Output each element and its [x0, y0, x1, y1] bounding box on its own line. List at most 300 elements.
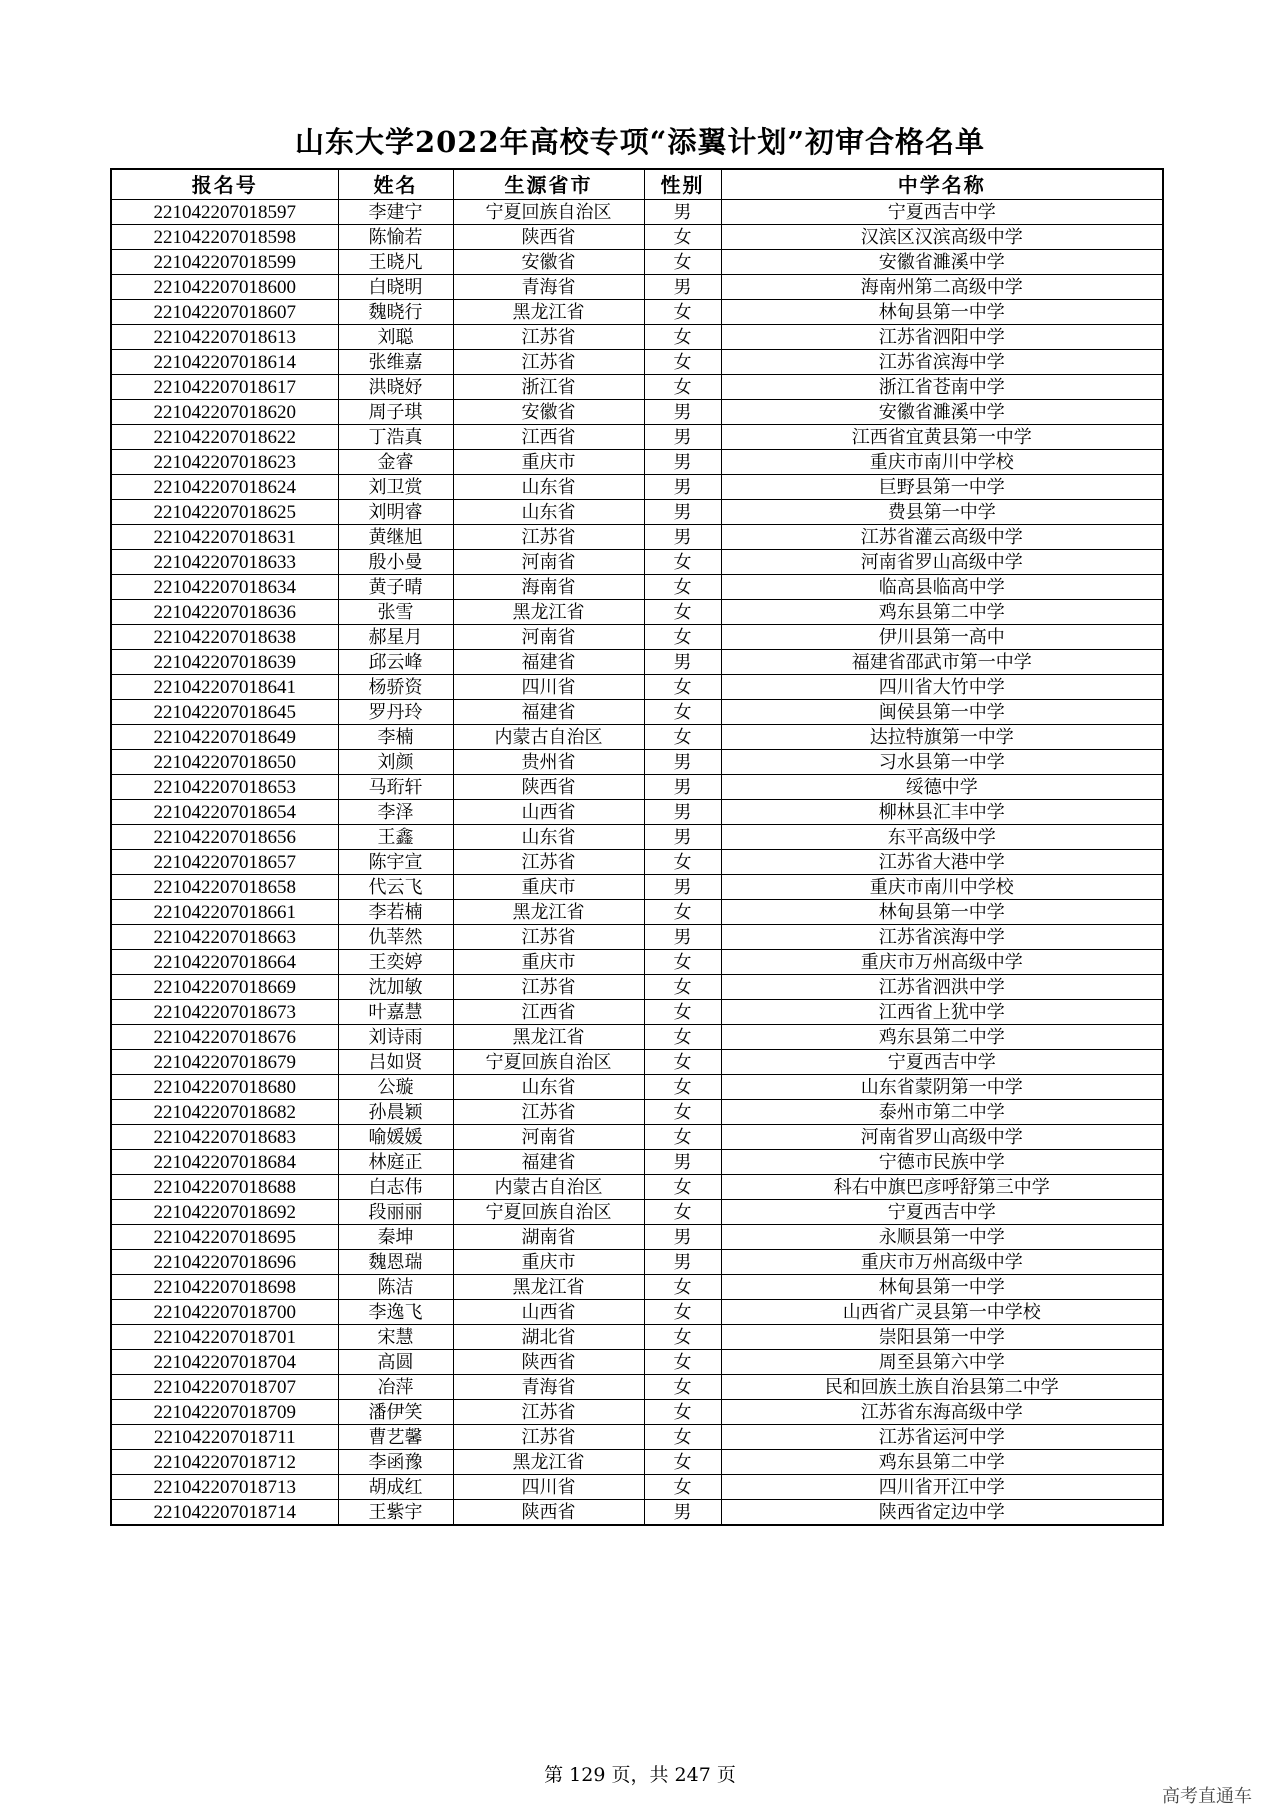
source-province-cell: 海南省 — [453, 575, 644, 600]
source-province-cell: 贵州省 — [453, 750, 644, 775]
table-row — [111, 650, 1163, 675]
registration-number-cell: 221042207018692 — [111, 1200, 338, 1225]
table-row — [111, 450, 1163, 475]
table-row — [111, 225, 1163, 250]
table-row — [111, 1375, 1163, 1400]
gender-cell: 男 — [644, 1225, 721, 1250]
name-cell: 郝星月 — [338, 625, 453, 650]
candidate-table — [110, 168, 1164, 1526]
school-name-cell: 四川省大竹中学 — [721, 675, 1163, 700]
registration-number-cell: 221042207018682 — [111, 1100, 338, 1125]
header-name: 姓名 — [338, 169, 453, 200]
source-province-cell: 内蒙古自治区 — [453, 1175, 644, 1200]
school-name-cell: 浙江省苍南中学 — [721, 375, 1163, 400]
name-cell: 王紫宇 — [338, 1500, 453, 1526]
header-registration-number: 报名号 — [111, 169, 338, 200]
header-source-province: 生源省市 — [453, 169, 644, 200]
registration-number-cell: 221042207018599 — [111, 250, 338, 275]
gender-cell: 女 — [644, 325, 721, 350]
registration-number-cell: 221042207018698 — [111, 1275, 338, 1300]
table-row — [111, 350, 1163, 375]
table-row — [111, 475, 1163, 500]
table-row — [111, 1325, 1163, 1350]
name-cell: 金睿 — [338, 450, 453, 475]
table-row — [111, 1225, 1163, 1250]
table-row — [111, 600, 1163, 625]
name-cell: 代云飞 — [338, 875, 453, 900]
school-name-cell: 陕西省定边中学 — [721, 1500, 1163, 1526]
name-cell: 刘明睿 — [338, 500, 453, 525]
table-row — [111, 275, 1163, 300]
school-name-cell: 安徽省濉溪中学 — [721, 400, 1163, 425]
table-row — [111, 1000, 1163, 1025]
table-row — [111, 1500, 1163, 1526]
registration-number-cell: 221042207018624 — [111, 475, 338, 500]
name-cell: 丁浩真 — [338, 425, 453, 450]
gender-cell: 男 — [644, 475, 721, 500]
name-cell: 公璇 — [338, 1075, 453, 1100]
school-name-cell: 崇阳县第一中学 — [721, 1325, 1163, 1350]
school-name-cell: 东平高级中学 — [721, 825, 1163, 850]
gender-cell: 男 — [644, 1500, 721, 1526]
table-row — [111, 975, 1163, 1000]
table-row — [111, 1150, 1163, 1175]
name-cell: 宋慧 — [338, 1325, 453, 1350]
school-name-cell: 鸡东县第二中学 — [721, 1025, 1163, 1050]
registration-number-cell: 221042207018684 — [111, 1150, 338, 1175]
name-cell: 刘聪 — [338, 325, 453, 350]
gender-cell: 男 — [644, 425, 721, 450]
source-province-cell: 青海省 — [453, 275, 644, 300]
gender-cell: 女 — [644, 1050, 721, 1075]
gender-cell: 女 — [644, 550, 721, 575]
registration-number-cell: 221042207018695 — [111, 1225, 338, 1250]
name-cell: 李若楠 — [338, 900, 453, 925]
name-cell: 罗丹玲 — [338, 700, 453, 725]
header-school-name: 中学名称 — [721, 169, 1163, 200]
source-province-cell: 黑龙江省 — [453, 300, 644, 325]
source-province-cell: 安徽省 — [453, 250, 644, 275]
name-cell: 王晓凡 — [338, 250, 453, 275]
table-row — [111, 525, 1163, 550]
registration-number-cell: 221042207018633 — [111, 550, 338, 575]
gender-cell: 女 — [644, 675, 721, 700]
source-province-cell: 安徽省 — [453, 400, 644, 425]
table-row — [111, 500, 1163, 525]
registration-number-cell: 221042207018673 — [111, 1000, 338, 1025]
school-name-cell: 闽侯县第一中学 — [721, 700, 1163, 725]
registration-number-cell: 221042207018707 — [111, 1375, 338, 1400]
table-row — [111, 1100, 1163, 1125]
source-province-cell: 宁夏回族自治区 — [453, 200, 644, 225]
school-name-cell: 河南省罗山高级中学 — [721, 550, 1163, 575]
name-cell: 魏恩瑞 — [338, 1250, 453, 1275]
gender-cell: 男 — [644, 800, 721, 825]
table-row — [111, 1075, 1163, 1100]
gender-cell: 男 — [644, 875, 721, 900]
gender-cell: 男 — [644, 750, 721, 775]
registration-number-cell: 221042207018657 — [111, 850, 338, 875]
table-row — [111, 625, 1163, 650]
source-province-cell: 江西省 — [453, 1000, 644, 1025]
gender-cell: 女 — [644, 1450, 721, 1475]
source-province-cell: 内蒙古自治区 — [453, 725, 644, 750]
registration-number-cell: 221042207018638 — [111, 625, 338, 650]
registration-number-cell: 221042207018714 — [111, 1500, 338, 1526]
school-name-cell: 江苏省运河中学 — [721, 1425, 1163, 1450]
gender-cell: 女 — [644, 900, 721, 925]
name-cell: 沈加敏 — [338, 975, 453, 1000]
watermark-text: 高考直通车 — [1162, 1786, 1252, 1807]
gender-cell: 女 — [644, 1200, 721, 1225]
registration-number-cell: 221042207018658 — [111, 875, 338, 900]
registration-number-cell: 221042207018696 — [111, 1250, 338, 1275]
table-row — [111, 1475, 1163, 1500]
table-row — [111, 925, 1163, 950]
gender-cell: 女 — [644, 375, 721, 400]
school-name-cell: 巨野县第一中学 — [721, 475, 1163, 500]
school-name-cell: 重庆市万州高级中学 — [721, 950, 1163, 975]
source-province-cell: 青海省 — [453, 1375, 644, 1400]
header-gender: 性别 — [644, 169, 721, 200]
source-province-cell: 山东省 — [453, 475, 644, 500]
gender-cell: 男 — [644, 275, 721, 300]
name-cell: 魏晓行 — [338, 300, 453, 325]
source-province-cell: 江苏省 — [453, 325, 644, 350]
school-name-cell: 重庆市南川中学校 — [721, 875, 1163, 900]
source-province-cell: 江苏省 — [453, 1425, 644, 1450]
source-province-cell: 陕西省 — [453, 1500, 644, 1526]
registration-number-cell: 221042207018614 — [111, 350, 338, 375]
school-name-cell: 重庆市南川中学校 — [721, 450, 1163, 475]
name-cell: 陈宇宣 — [338, 850, 453, 875]
source-province-cell: 重庆市 — [453, 950, 644, 975]
school-name-cell: 江苏省滨海中学 — [721, 925, 1163, 950]
source-province-cell: 陕西省 — [453, 225, 644, 250]
name-cell: 林庭正 — [338, 1150, 453, 1175]
page-number-footer: 第 129 页，共 247 页 — [544, 1764, 736, 1786]
school-name-cell: 林甸县第一中学 — [721, 1275, 1163, 1300]
table-row — [111, 200, 1163, 225]
registration-number-cell: 221042207018600 — [111, 275, 338, 300]
registration-number-cell: 221042207018631 — [111, 525, 338, 550]
table-header-row — [111, 169, 1163, 200]
school-name-cell: 临高县临高中学 — [721, 575, 1163, 600]
gender-cell: 女 — [644, 300, 721, 325]
gender-cell: 女 — [644, 1175, 721, 1200]
name-cell: 邱云峰 — [338, 650, 453, 675]
gender-cell: 女 — [644, 975, 721, 1000]
gender-cell: 女 — [644, 1325, 721, 1350]
registration-number-cell: 221042207018639 — [111, 650, 338, 675]
table-row — [111, 1250, 1163, 1275]
gender-cell: 男 — [644, 775, 721, 800]
source-province-cell: 黑龙江省 — [453, 1025, 644, 1050]
registration-number-cell: 221042207018688 — [111, 1175, 338, 1200]
school-name-cell: 江苏省滨海中学 — [721, 350, 1163, 375]
table-row — [111, 675, 1163, 700]
registration-number-cell: 221042207018649 — [111, 725, 338, 750]
table-row — [111, 700, 1163, 725]
source-province-cell: 福建省 — [453, 650, 644, 675]
table-row — [111, 950, 1163, 975]
source-province-cell: 河南省 — [453, 1125, 644, 1150]
table-row — [111, 1400, 1163, 1425]
table-row — [111, 1200, 1163, 1225]
gender-cell: 女 — [644, 350, 721, 375]
gender-cell: 女 — [644, 1075, 721, 1100]
source-province-cell: 江苏省 — [453, 850, 644, 875]
source-province-cell: 重庆市 — [453, 875, 644, 900]
source-province-cell: 山西省 — [453, 800, 644, 825]
table-row — [111, 1175, 1163, 1200]
name-cell: 陈洁 — [338, 1275, 453, 1300]
table-row — [111, 825, 1163, 850]
name-cell: 曹艺馨 — [338, 1425, 453, 1450]
gender-cell: 女 — [644, 625, 721, 650]
name-cell: 王奕婷 — [338, 950, 453, 975]
table-row — [111, 775, 1163, 800]
registration-number-cell: 221042207018701 — [111, 1325, 338, 1350]
school-name-cell: 海南州第二高级中学 — [721, 275, 1163, 300]
school-name-cell: 江西省上犹中学 — [721, 1000, 1163, 1025]
table-row — [111, 1275, 1163, 1300]
source-province-cell: 黑龙江省 — [453, 1450, 644, 1475]
name-cell: 殷小曼 — [338, 550, 453, 575]
gender-cell: 女 — [644, 1275, 721, 1300]
name-cell: 白志伟 — [338, 1175, 453, 1200]
name-cell: 黄子晴 — [338, 575, 453, 600]
registration-number-cell: 221042207018636 — [111, 600, 338, 625]
registration-number-cell: 221042207018613 — [111, 325, 338, 350]
source-province-cell: 浙江省 — [453, 375, 644, 400]
gender-cell: 男 — [644, 525, 721, 550]
registration-number-cell: 221042207018704 — [111, 1350, 338, 1375]
table-row — [111, 425, 1163, 450]
source-province-cell: 山东省 — [453, 500, 644, 525]
name-cell: 洪晓妤 — [338, 375, 453, 400]
source-province-cell: 湖南省 — [453, 1225, 644, 1250]
table-row — [111, 725, 1163, 750]
name-cell: 李泽 — [338, 800, 453, 825]
school-name-cell: 永顺县第一中学 — [721, 1225, 1163, 1250]
source-province-cell: 河南省 — [453, 550, 644, 575]
source-province-cell: 山西省 — [453, 1300, 644, 1325]
gender-cell: 女 — [644, 1300, 721, 1325]
school-name-cell: 河南省罗山高级中学 — [721, 1125, 1163, 1150]
school-name-cell: 山西省广灵县第一中学校 — [721, 1300, 1163, 1325]
school-name-cell: 民和回族土族自治县第二中学 — [721, 1375, 1163, 1400]
table-row — [111, 800, 1163, 825]
name-cell: 刘卫赏 — [338, 475, 453, 500]
school-name-cell: 江苏省泗洪中学 — [721, 975, 1163, 1000]
gender-cell: 女 — [644, 575, 721, 600]
school-name-cell: 科右中旗巴彦呼舒第三中学 — [721, 1175, 1163, 1200]
table-row — [111, 1125, 1163, 1150]
school-name-cell: 江西省宜黄县第一中学 — [721, 425, 1163, 450]
name-cell: 刘颜 — [338, 750, 453, 775]
registration-number-cell: 221042207018712 — [111, 1450, 338, 1475]
gender-cell: 女 — [644, 250, 721, 275]
table-row — [111, 550, 1163, 575]
registration-number-cell: 221042207018700 — [111, 1300, 338, 1325]
school-name-cell: 林甸县第一中学 — [721, 900, 1163, 925]
name-cell: 杨骄资 — [338, 675, 453, 700]
gender-cell: 女 — [644, 700, 721, 725]
source-province-cell: 黑龙江省 — [453, 900, 644, 925]
gender-cell: 女 — [644, 1475, 721, 1500]
name-cell: 李函豫 — [338, 1450, 453, 1475]
gender-cell: 男 — [644, 650, 721, 675]
school-name-cell: 江苏省东海高级中学 — [721, 1400, 1163, 1425]
gender-cell: 女 — [644, 1100, 721, 1125]
name-cell: 白晓明 — [338, 275, 453, 300]
table-row — [111, 325, 1163, 350]
registration-number-cell: 221042207018679 — [111, 1050, 338, 1075]
school-name-cell: 宁夏西吉中学 — [721, 200, 1163, 225]
source-province-cell: 福建省 — [453, 1150, 644, 1175]
gender-cell: 男 — [644, 825, 721, 850]
gender-cell: 女 — [644, 600, 721, 625]
registration-number-cell: 221042207018663 — [111, 925, 338, 950]
school-name-cell: 习水县第一中学 — [721, 750, 1163, 775]
registration-number-cell: 221042207018661 — [111, 900, 338, 925]
source-province-cell: 江苏省 — [453, 350, 644, 375]
name-cell: 高圆 — [338, 1350, 453, 1375]
gender-cell: 男 — [644, 500, 721, 525]
name-cell: 段丽丽 — [338, 1200, 453, 1225]
school-name-cell: 宁德市民族中学 — [721, 1150, 1163, 1175]
table-row — [111, 250, 1163, 275]
source-province-cell: 陕西省 — [453, 775, 644, 800]
source-province-cell: 江苏省 — [453, 1400, 644, 1425]
name-cell: 潘伊笑 — [338, 1400, 453, 1425]
registration-number-cell: 221042207018664 — [111, 950, 338, 975]
registration-number-cell: 221042207018645 — [111, 700, 338, 725]
source-province-cell: 宁夏回族自治区 — [453, 1050, 644, 1075]
source-province-cell: 陕西省 — [453, 1350, 644, 1375]
registration-number-cell: 221042207018597 — [111, 200, 338, 225]
source-province-cell: 四川省 — [453, 1475, 644, 1500]
table-row — [111, 1025, 1163, 1050]
registration-number-cell: 221042207018654 — [111, 800, 338, 825]
school-name-cell: 林甸县第一中学 — [721, 300, 1163, 325]
name-cell: 刘诗雨 — [338, 1025, 453, 1050]
name-cell: 张雪 — [338, 600, 453, 625]
school-name-cell: 福建省邵武市第一中学 — [721, 650, 1163, 675]
gender-cell: 男 — [644, 925, 721, 950]
table-row — [111, 1450, 1163, 1475]
source-province-cell: 山东省 — [453, 825, 644, 850]
school-name-cell: 费县第一中学 — [721, 500, 1163, 525]
table-body — [111, 200, 1163, 1526]
table-row — [111, 1350, 1163, 1375]
table-row — [111, 1050, 1163, 1075]
gender-cell: 女 — [644, 725, 721, 750]
name-cell: 张维嘉 — [338, 350, 453, 375]
registration-number-cell: 221042207018598 — [111, 225, 338, 250]
school-name-cell: 鸡东县第二中学 — [721, 600, 1163, 625]
gender-cell: 男 — [644, 1250, 721, 1275]
school-name-cell: 江苏省灌云高级中学 — [721, 525, 1163, 550]
registration-number-cell: 221042207018623 — [111, 450, 338, 475]
gender-cell: 女 — [644, 950, 721, 975]
name-cell: 李楠 — [338, 725, 453, 750]
gender-cell: 女 — [644, 225, 721, 250]
registration-number-cell: 221042207018620 — [111, 400, 338, 425]
name-cell: 陈愉若 — [338, 225, 453, 250]
table-row — [111, 875, 1163, 900]
gender-cell: 女 — [644, 1375, 721, 1400]
name-cell: 王鑫 — [338, 825, 453, 850]
registration-number-cell: 221042207018625 — [111, 500, 338, 525]
gender-cell: 女 — [644, 1000, 721, 1025]
registration-number-cell: 221042207018680 — [111, 1075, 338, 1100]
name-cell: 黄继旭 — [338, 525, 453, 550]
school-name-cell: 安徽省濉溪中学 — [721, 250, 1163, 275]
school-name-cell: 江苏省大港中学 — [721, 850, 1163, 875]
school-name-cell: 宁夏西吉中学 — [721, 1050, 1163, 1075]
school-name-cell: 伊川县第一高中 — [721, 625, 1163, 650]
source-province-cell: 宁夏回族自治区 — [453, 1200, 644, 1225]
source-province-cell: 江苏省 — [453, 925, 644, 950]
school-name-cell: 周至县第六中学 — [721, 1350, 1163, 1375]
gender-cell: 女 — [644, 1425, 721, 1450]
name-cell: 孙晨颖 — [338, 1100, 453, 1125]
source-province-cell: 黑龙江省 — [453, 600, 644, 625]
source-province-cell: 江西省 — [453, 425, 644, 450]
registration-number-cell: 221042207018641 — [111, 675, 338, 700]
gender-cell: 女 — [644, 1350, 721, 1375]
source-province-cell: 河南省 — [453, 625, 644, 650]
registration-number-cell: 221042207018653 — [111, 775, 338, 800]
registration-number-cell: 221042207018607 — [111, 300, 338, 325]
registration-number-cell: 221042207018622 — [111, 425, 338, 450]
table-row — [111, 900, 1163, 925]
source-province-cell: 山东省 — [453, 1075, 644, 1100]
name-cell: 吕如贤 — [338, 1050, 453, 1075]
source-province-cell: 重庆市 — [453, 450, 644, 475]
name-cell: 叶嘉慧 — [338, 1000, 453, 1025]
school-name-cell: 柳林县汇丰中学 — [721, 800, 1163, 825]
registration-number-cell: 221042207018669 — [111, 975, 338, 1000]
name-cell: 胡成红 — [338, 1475, 453, 1500]
school-name-cell: 江苏省泗阳中学 — [721, 325, 1163, 350]
name-cell: 李逸飞 — [338, 1300, 453, 1325]
source-province-cell: 江苏省 — [453, 525, 644, 550]
source-province-cell: 江苏省 — [453, 1100, 644, 1125]
school-name-cell: 泰州市第二中学 — [721, 1100, 1163, 1125]
school-name-cell: 达拉特旗第一中学 — [721, 725, 1163, 750]
gender-cell: 女 — [644, 850, 721, 875]
source-province-cell: 黑龙江省 — [453, 1275, 644, 1300]
source-province-cell: 四川省 — [453, 675, 644, 700]
school-name-cell: 汉滨区汉滨高级中学 — [721, 225, 1163, 250]
source-province-cell: 福建省 — [453, 700, 644, 725]
gender-cell: 男 — [644, 400, 721, 425]
source-province-cell: 湖北省 — [453, 1325, 644, 1350]
name-cell: 冶萍 — [338, 1375, 453, 1400]
table-row — [111, 750, 1163, 775]
source-province-cell: 江苏省 — [453, 975, 644, 1000]
school-name-cell: 重庆市万州高级中学 — [721, 1250, 1163, 1275]
gender-cell: 男 — [644, 200, 721, 225]
table-row — [111, 400, 1163, 425]
registration-number-cell: 221042207018713 — [111, 1475, 338, 1500]
table-row — [111, 1425, 1163, 1450]
name-cell: 秦坤 — [338, 1225, 453, 1250]
name-cell: 仇莘然 — [338, 925, 453, 950]
